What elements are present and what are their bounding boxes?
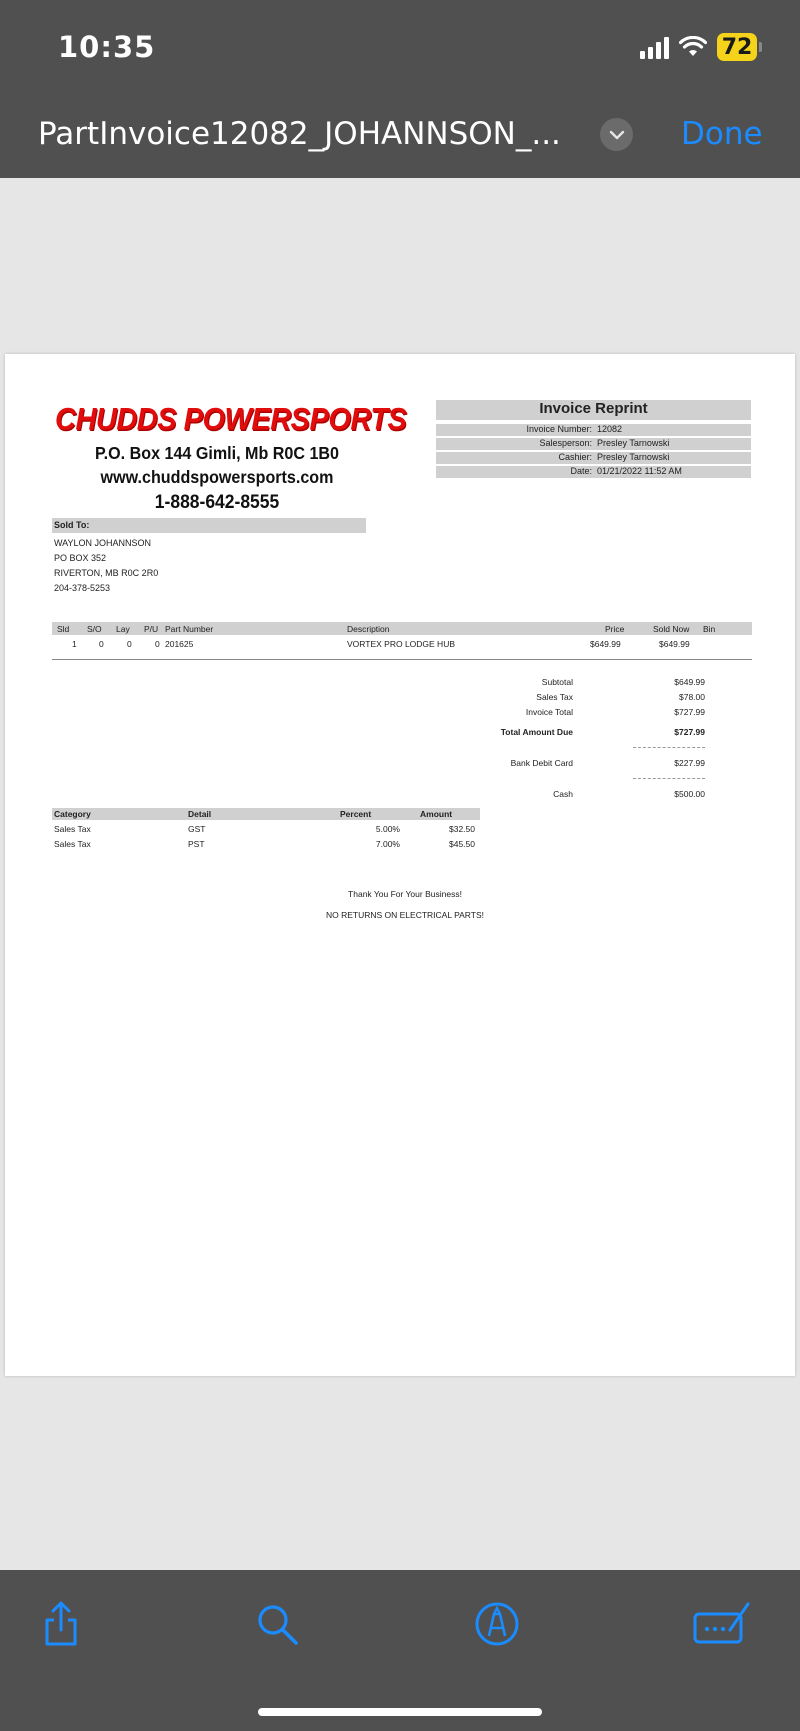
item-part-number: 201625 [165, 639, 194, 649]
col-sld: Sld [57, 624, 70, 634]
col-sold-now: Sold Now [653, 624, 690, 634]
tax-row-percent: 7.00% [375, 839, 400, 849]
share-icon[interactable] [37, 1600, 85, 1648]
customer-phone: 204-378-5253 [54, 583, 111, 593]
item-sld: 1 [72, 639, 77, 649]
customer-name: WAYLON JOHANNSON [54, 538, 152, 548]
subtotal-label: Subtotal [541, 677, 573, 687]
tax-row-percent: 5.00% [375, 824, 400, 834]
document-title[interactable]: PartInvoice12082_JOHANNSON_... [38, 116, 561, 152]
salesperson-value: Presley Tarnowski [597, 438, 670, 448]
col-so: S/O [87, 624, 102, 634]
tax-row-category: Sales Tax [54, 824, 91, 834]
company-website: www.chuddspowersports.com [100, 467, 334, 487]
cashier-value: Presley Tarnowski [597, 452, 670, 462]
cashier-row [436, 452, 751, 464]
tax-col-percent: Percent [340, 809, 372, 819]
tax-col-amount: Amount [420, 809, 453, 819]
col-pu: P/U [144, 624, 159, 634]
debit-card-label: Bank Debit Card [510, 758, 573, 768]
date-label: Date: [570, 466, 592, 476]
done-button[interactable]: Done [681, 116, 763, 152]
status-time: 10:35 [58, 30, 156, 64]
item-sold-now: $649.99 [659, 639, 690, 649]
company-phone: 1-888-642-8555 [154, 492, 280, 513]
top-navigation-bar [0, 0, 800, 178]
bottom-toolbar [0, 1570, 800, 1731]
date-value: 01/21/2022 11:52 AM [597, 466, 682, 476]
col-lay: Lay [116, 624, 130, 634]
item-description: VORTEX PRO LODGE HUB [347, 639, 456, 649]
signature-icon[interactable] [692, 1600, 752, 1648]
tax-col-detail: Detail [188, 809, 212, 819]
battery-level: 72 [717, 33, 757, 61]
total-due-label: Total Amount Due [500, 727, 573, 737]
date-row [436, 466, 751, 478]
total-due-value: $727.99 [674, 727, 705, 737]
item-price: $649.99 [590, 639, 621, 649]
company-logo: CHUDDS POWERSPORTS [55, 402, 407, 438]
invoice-number-label: Invoice Number: [526, 424, 592, 434]
tax-col-category: Category [54, 809, 91, 819]
item-so: 0 [99, 639, 104, 649]
tax-table-header [52, 808, 480, 820]
salesperson-label: Salesperson: [539, 438, 592, 448]
sales-tax-label: Sales Tax [536, 692, 573, 702]
col-desc: Description [347, 624, 390, 634]
item-pu: 0 [155, 639, 160, 649]
subtotal-value: $649.99 [674, 677, 705, 687]
invoice-total-label: Invoice Total [525, 707, 573, 717]
customer-city-line: RIVERTON, MB R0C 2R0 [54, 568, 159, 578]
col-price: Price [605, 624, 625, 634]
returns-notice: NO RETURNS ON ELECTRICAL PARTS! [325, 910, 485, 920]
invoice-number-row [436, 424, 751, 436]
sales-tax-value: $78.00 [679, 692, 705, 702]
cash-label: Cash [553, 789, 573, 799]
company-address: P.O. Box 144 Gimli, Mb R0C 1B0 [95, 443, 339, 463]
search-icon[interactable] [253, 1600, 301, 1648]
cashier-label: Cashier: [558, 452, 592, 462]
status-indicators [640, 33, 762, 61]
salesperson-row [436, 438, 751, 450]
items-divider [52, 659, 752, 660]
cellular-signal-icon [640, 35, 669, 59]
invoice-total-value: $727.99 [674, 707, 705, 717]
col-bin: Bin [703, 624, 716, 634]
invoice-number-value: 12082 [597, 424, 623, 434]
tax-row-amount: $32.50 [449, 824, 475, 834]
sold-to-label: Sold To: [52, 518, 366, 533]
item-lay: 0 [127, 639, 132, 649]
battery-icon [717, 33, 762, 61]
cash-value: $500.00 [674, 789, 705, 799]
document-page [5, 354, 795, 1376]
chevron-down-icon [609, 130, 625, 140]
payment-separator [633, 778, 705, 779]
tax-row-category: Sales Tax [54, 839, 91, 849]
col-part: Part Number [165, 624, 214, 634]
debit-card-value: $227.99 [674, 758, 705, 768]
thank-you-message: Thank You For Your Business! [348, 889, 462, 899]
title-menu-button[interactable] [600, 118, 633, 151]
customer-address-line: PO BOX 352 [54, 553, 107, 563]
tax-row-detail: GST [188, 824, 206, 834]
invoice-heading: Invoice Reprint [436, 400, 751, 420]
wifi-icon [679, 36, 707, 58]
totals-separator [633, 747, 705, 748]
markup-icon[interactable] [473, 1600, 521, 1648]
tax-row-amount: $45.50 [449, 839, 475, 849]
tax-row-detail: PST [188, 839, 205, 849]
home-indicator[interactable] [258, 1708, 542, 1716]
